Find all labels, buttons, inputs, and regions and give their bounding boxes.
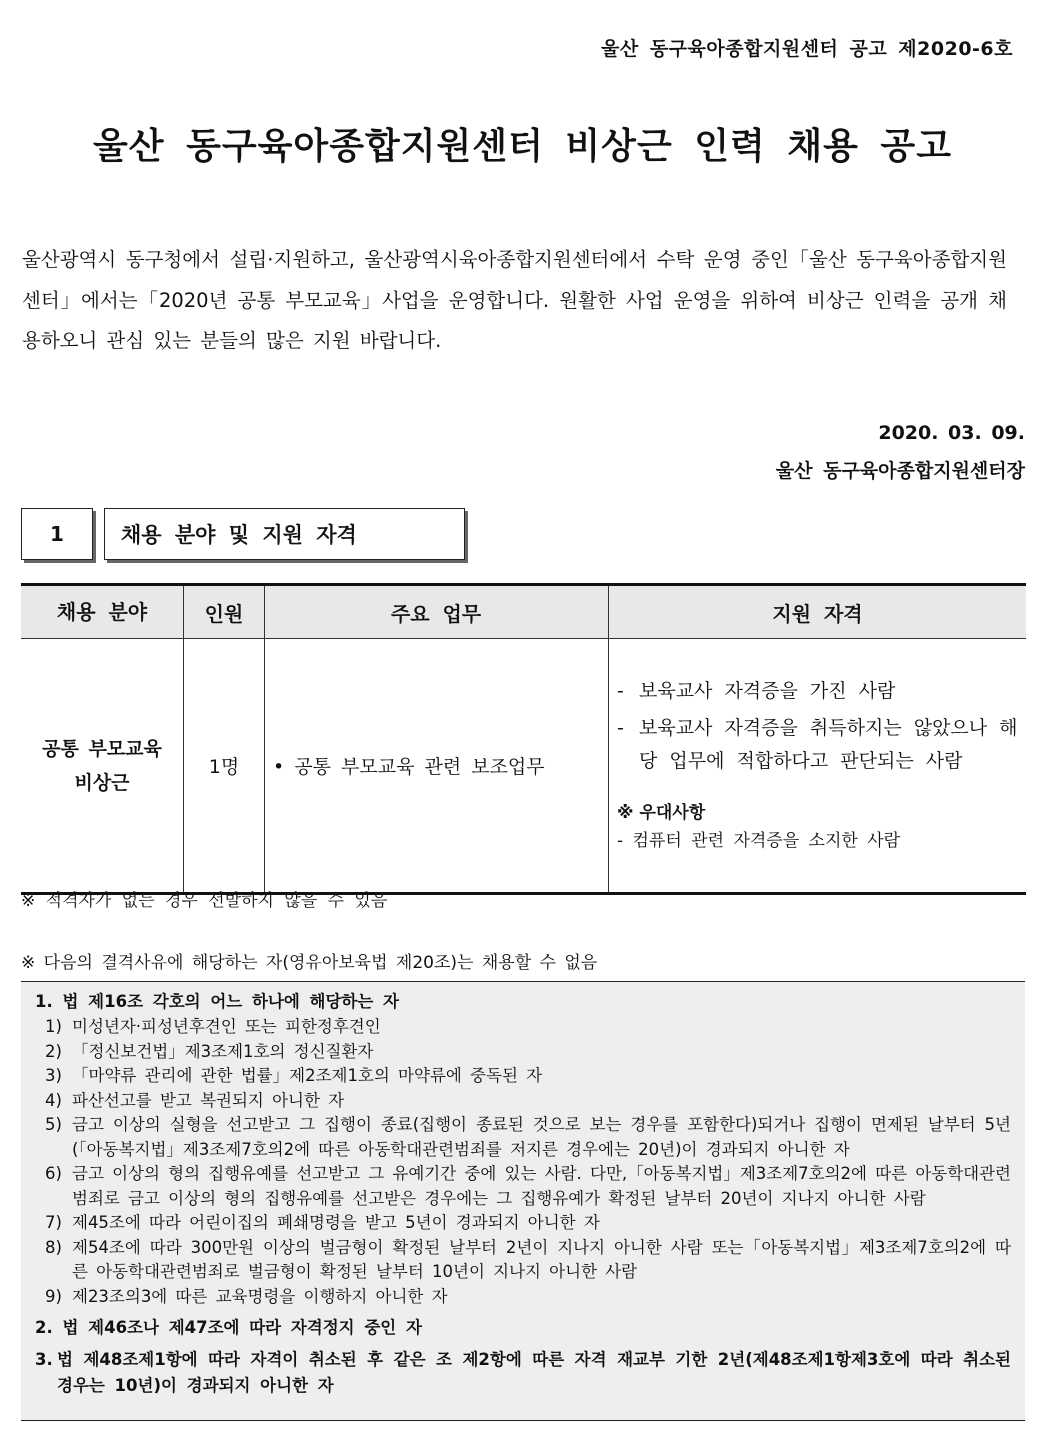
disq-sub-item xyxy=(35,1285,1011,1310)
disq-sub-num: 8) xyxy=(45,1237,62,1257)
disq-sub-num: 4) xyxy=(45,1090,62,1110)
disq-item3 xyxy=(35,1347,1011,1399)
duty-text: 공통 부모교육 관련 보조업무 xyxy=(294,756,545,778)
disq-sub-text: 제45조에 따라 어린이집의 폐쇄명령을 받고 5년이 경과되지 아니한 자 xyxy=(72,1213,600,1232)
disq-sub-item xyxy=(35,1064,1011,1089)
field-line2: 비상근 xyxy=(74,771,130,794)
disq-sub-text: 「정신보건법」제3조제1호의 정신질환자 xyxy=(72,1041,374,1061)
disq-sub-num: 7) xyxy=(45,1213,62,1232)
note-no-candidate: ※ 적격자가 없는 경우 선발하지 않을 수 있음 xyxy=(21,891,388,911)
disq-sub-item xyxy=(35,1015,1011,1040)
recruitment-table xyxy=(21,583,1026,895)
disq-sub-item xyxy=(35,1236,1011,1285)
cell-duty xyxy=(265,639,609,894)
disq-sub-num: 2) xyxy=(45,1041,62,1061)
announcement-date: 2020. 03. 09. xyxy=(878,422,1025,444)
page-title: 울산 동구육아종합지원센터 비상근 인력 채용 공고 xyxy=(93,126,952,167)
cell-count: 1명 xyxy=(184,639,265,894)
disq-sub-item xyxy=(35,1089,1011,1114)
qualification-text: 보육교사 자격증을 취득하지는 않았으나 해당 업무에 적합하다고 판단되는 사람 xyxy=(639,717,1018,772)
disq-sub-num: 1) xyxy=(45,1017,62,1036)
qualification-text: 보육교사 자격증을 가진 사람 xyxy=(639,680,896,702)
disq-sub-num: 6) xyxy=(45,1164,62,1183)
disq-sub-num: 3) xyxy=(45,1066,62,1085)
disq-sub-item xyxy=(35,1040,1011,1065)
disq-item2-title: 2. 법 제46조나 제47조에 따라 자격정지 중인 자 xyxy=(35,1318,422,1337)
preference-title: ※ 우대사항 xyxy=(617,803,706,823)
intro-paragraph: 울산광역시 동구청에서 설립·지원하고, 울산광역시육아종합지원센터에서 수탁 운영 중인「울산 동구육아종합지원센터」에서는「2020년 공통 부모교육」사업을 운영합니다. 원활한 사업 운영을 위하여 비상근 인력을 공개 채용하오니 관심 있는 분들의 많은 지원 바랍니다. xyxy=(22,248,1007,352)
preference-item: - 컴퓨터 관련 자격증을 소지한 사람 xyxy=(617,831,901,851)
cell-qualification xyxy=(609,639,1027,894)
section-number: 1 xyxy=(21,508,93,560)
disq-sub-item xyxy=(35,1162,1011,1211)
qualification-dash: - xyxy=(617,717,624,739)
table-header-row xyxy=(21,585,1026,639)
note-disqualification: ※ 다음의 결격사유에 해당하는 자(영유아보육법 제20조)는 채용할 수 없음 xyxy=(21,953,598,973)
header-qualification: 지원 자격 xyxy=(609,585,1027,639)
disq-item1-title: 1. 법 제16조 각호의 어느 하나에 해당하는 자 xyxy=(35,992,399,1011)
disq-sub-text: 금고 이상의 실형을 선고받고 그 집행이 종료(집행이 종료된 것으로 보는 경우를 포함한다)되거나 집행이 면제된 날부터 5년(「아동복지법」제3조제7호의2에 따른 아동학대관련범죄를 저지른 경우에는 20년)이 경과되지 아니한 자 xyxy=(72,1115,1011,1159)
header-field: 채용 분야 xyxy=(21,585,184,639)
disq-sub-text: 「마약류 관리에 관한 법률」제2조제1호의 마약류에 중독된 자 xyxy=(72,1066,543,1085)
disq-sub-item xyxy=(35,1211,1011,1236)
disq-item3-num: 3. xyxy=(35,1350,53,1369)
qualification-item xyxy=(617,712,1018,778)
cell-field xyxy=(21,639,184,894)
header-count: 인원 xyxy=(184,585,265,639)
disq-item3-text: 법 제48조제1항에 따라 자격이 취소된 후 같은 조 제2항에 따른 자격 재교부 기한 2년(제48조제1항제3호에 따라 취소된 경우는 10년)이 경과되지 아니한 자 xyxy=(57,1350,1011,1395)
issuer-name: 울산 동구육아종합지원센터장 xyxy=(775,460,1025,482)
header-duty: 주요 업무 xyxy=(265,585,609,639)
disq-sub-item xyxy=(35,1113,1011,1162)
duty-bullet: • xyxy=(273,756,285,778)
disq-sub-num: 5) xyxy=(45,1115,62,1134)
disq-sub-text: 제23조의3에 따른 교육명령을 이행하지 아니한 자 xyxy=(72,1286,448,1306)
disq-sub-text: 제54조에 따라 300만원 이상의 벌금형이 확정된 날부터 2년이 지나지 아니한 사람 또는「아동복지법」제3조제7호의2에 따른 아동학대관련범죄로 벌금형이 확정된 날부터 10년이 지나지 아니한 사람 xyxy=(72,1237,1011,1281)
field-line1: 공통 부모교육 xyxy=(42,737,162,760)
disq-sub-num: 9) xyxy=(45,1286,62,1306)
table-row xyxy=(21,639,1026,894)
disq-sub-text: 미성년자·피성년후견인 또는 피한정후견인 xyxy=(72,1017,381,1036)
disq-sub-text: 파산선고를 받고 복권되지 아니한 자 xyxy=(72,1090,345,1110)
qualification-item xyxy=(617,675,1018,708)
section-title: 채용 분야 및 지원 자격 xyxy=(104,508,465,560)
notice-number: 울산 동구육아종합지원센터 공고 제2020-6호 xyxy=(601,38,1013,60)
disqualification-box xyxy=(21,981,1025,1421)
qualification-dash: - xyxy=(617,680,624,702)
disq-sub-text: 금고 이상의 형의 집행유예를 선고받고 그 유예기간 중에 있는 사람. 다만,「아동복지법」제3조제7호의2에 따른 아동학대관련범죄로 금고 이상의 형의 집행유예를 선고받은 경우에는 그 집행유예가 확정된 날부터 20년이 지나지 아니한 사람 xyxy=(72,1164,1011,1208)
